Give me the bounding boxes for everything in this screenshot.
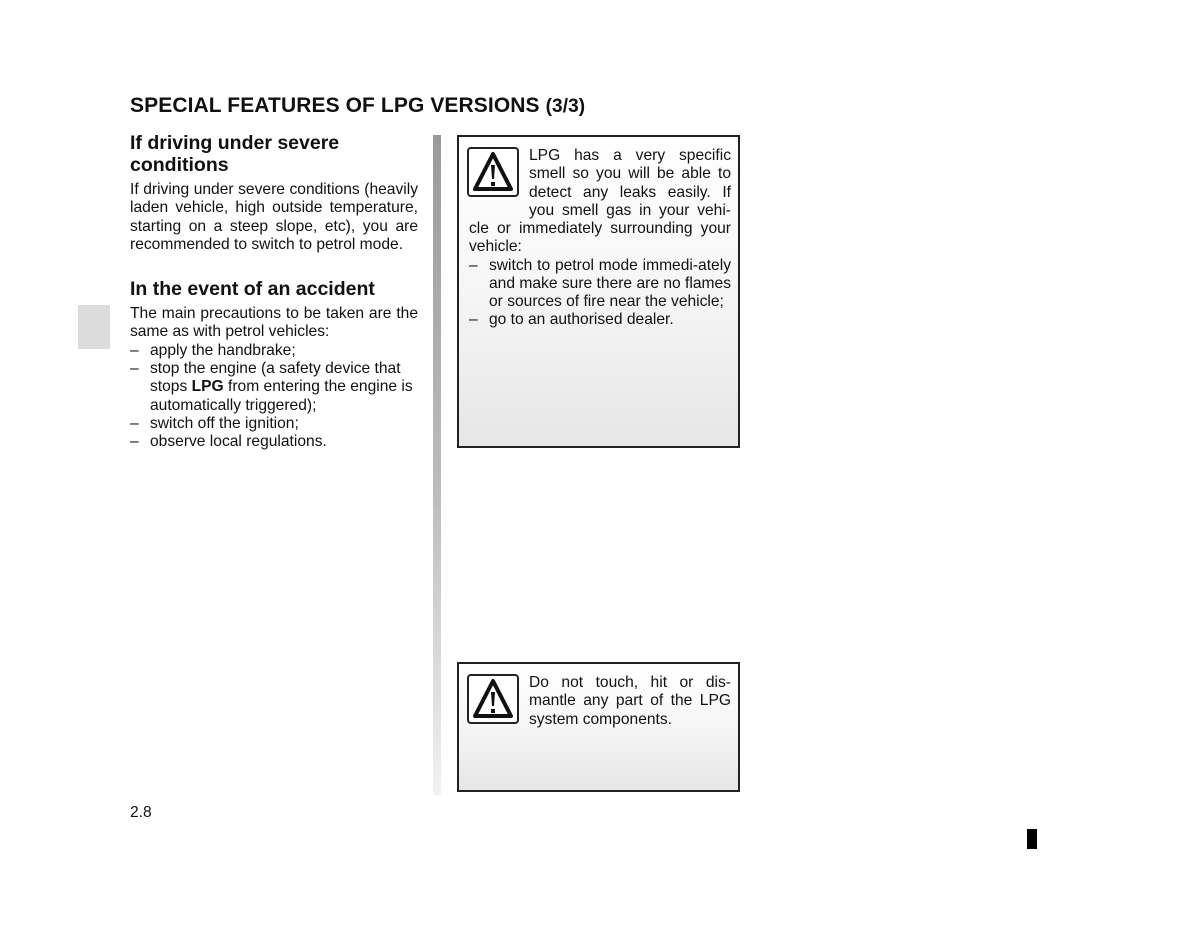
severe-conditions-heading-line1: If driving under severe [130, 132, 340, 154]
severe-conditions-heading [130, 132, 418, 176]
warning-triangle-icon [467, 147, 519, 197]
left-column [130, 132, 418, 452]
accident-intro: The main precautions to be taken are the same as with petrol vehicles: [130, 305, 418, 341]
list-item-text: stop the engine (a safety device that stops [150, 360, 401, 396]
lpg-smell-warning-text: LPG has a very specific smell so you will be able to detect any leaks easily. If you smell gas in your vehi- [529, 147, 731, 219]
page-title-part: (3/3) [545, 96, 586, 117]
column-divider-bar [433, 135, 441, 795]
list-item: – observe local regulations. [130, 433, 418, 451]
lpg-smell-warning-box [457, 135, 740, 448]
lpg-smell-warning-text-continued: cle or immediately surrounding your vehicle: [469, 220, 731, 256]
page-edge-marker [1027, 829, 1037, 849]
list-item: – apply the handbrake; [130, 342, 418, 360]
section-tab-marker [78, 305, 110, 349]
lpg-components-warning-box [457, 662, 740, 792]
lpg-keyword: LPG [191, 378, 224, 396]
lpg-smell-actions-list [469, 257, 731, 330]
page-title-main: SPECIAL FEATURES OF LPG VERSIONS [130, 94, 540, 117]
list-item [130, 360, 418, 415]
accident-heading: In the event of an accident [130, 278, 375, 301]
list-item: – switch to petrol mode immedi-ately and make sure there are no flames or sources of fire near the vehicle; [469, 257, 731, 312]
list-item: – go to an authorised dealer. [469, 311, 731, 329]
list-item-text: from entering the engine is automatically triggered); [150, 378, 413, 414]
warning-triangle-icon [467, 674, 519, 724]
lpg-smell-warning-continued [469, 220, 731, 330]
severe-conditions-heading-line2: conditions [130, 154, 229, 176]
accident-precautions-list [130, 342, 418, 452]
lpg-components-warning-text: Do not touch, hit or dis-mantle any part of the LPG system components. [529, 674, 731, 728]
list-item: – switch off the ignition; [130, 415, 418, 433]
severe-conditions-text: If driving under severe conditions (heavily laden vehicle, high outside temperature, starting on a steep slope, etc), you are recommended to switch to petrol mode. [130, 181, 418, 253]
page-title [130, 94, 585, 118]
page-number: 2.8 [130, 804, 152, 821]
